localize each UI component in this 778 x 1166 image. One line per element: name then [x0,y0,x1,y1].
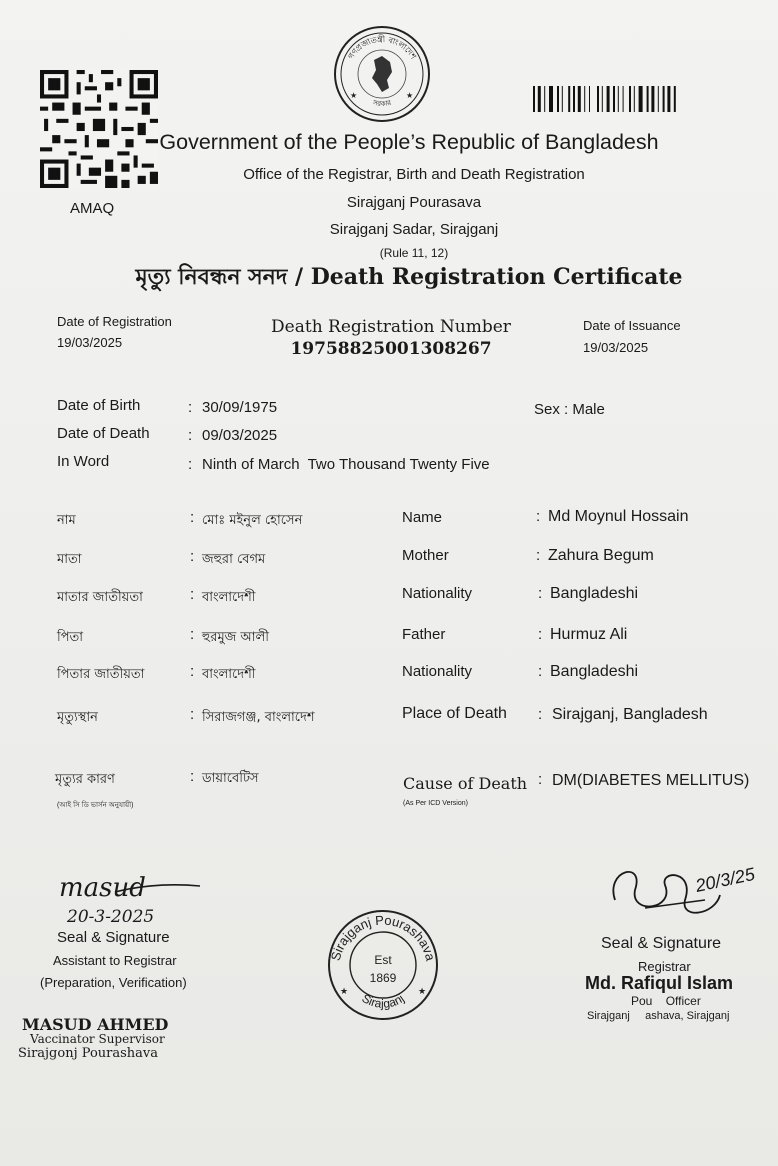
colon: : [190,768,195,785]
colon: : [538,771,543,788]
father-nationality-label: Nationality [402,663,473,680]
death-date-value: 09/03/2025 [202,427,278,444]
place-of-death-label: Place of Death [402,705,507,722]
barcode-bar [568,86,570,112]
in-word-value: Ninth of March Two Thousand Twenty Five [202,456,490,473]
cause-of-death-value: DM(DIABETES MELLITUS) [552,772,750,789]
sex-value: Sex : Male [534,401,605,418]
barcode-bar [651,86,654,112]
colon: : [536,508,541,525]
svg-text:★: ★ [340,986,349,996]
svg-text:Sirajganj [359,991,406,1011]
government-heading: Government of the People’s Republic of Bangladesh [159,130,659,154]
registrar-role: Registrar [638,959,691,974]
signature-name: masud [59,873,146,903]
barcode-bar [607,86,610,112]
barcode-bar [623,86,624,112]
barcode-bar [597,86,599,112]
svg-text:সরকার [371,98,392,108]
colon: : [190,706,195,723]
bn-name-label: নাম [57,513,76,528]
barcode-bar [639,86,643,112]
colon: : [190,626,195,643]
assistant-role: Assistant to Registrar [53,953,177,968]
barcode-bar [589,86,590,112]
bn-father-value: হুরমুজ আলী [202,630,270,645]
mother-value: Zahura Begum [548,547,654,564]
birth-date-label: Date of Birth [57,397,141,414]
barcode-bar [674,86,676,112]
bn-father-label: পিতা [57,630,84,645]
pourasava-line: Sirajganj Pourasava [346,194,482,211]
name-value: Md Moynul Hossain [548,508,689,525]
mother-nationality-label: Nationality [402,585,473,602]
government-seal-icon [332,24,432,124]
registrar-name: Md. Rafiqul Islam [585,973,734,993]
assistant-role-note: (Preparation, Verification) [40,975,187,990]
signature-date: 20-3-2025 [67,907,155,927]
barcode-bar [578,86,581,112]
cause-of-death-label: Cause of Death [403,774,528,793]
barcode-bar [647,86,649,112]
rule-line: (Rule 11, 12) [379,246,449,260]
cause-note: (As Per ICD Version) [403,800,468,807]
bn-mother-label: মাতা [57,552,82,567]
father-value: Hurmuz Ali [550,626,628,643]
stamp-title: Vaccinator Supervisor [30,1032,165,1046]
barcode-bar [663,86,665,112]
barcode-bar [634,86,635,112]
seal-top-text: গণপ্রজাতন্ত্রী বাংলাদেশ [346,34,418,61]
registration-number-label: Death Registration Number [271,317,511,337]
colon: : [538,626,543,643]
barcode-bar [618,86,619,112]
colon: : [188,427,193,444]
bn-cause-note: (আই সি ডি ভার্সন অনুযায়ী) [57,802,134,809]
barcode-bar [602,86,603,112]
right-signature-icon [605,860,765,930]
bn-place-value: সিরাজগঞ্জ, বাংলাদেশ [202,710,315,725]
stamp-name: MASUD AHMED [22,1015,169,1034]
bn-cause-value: ডায়াবেটিস [202,771,259,786]
colon: : [188,456,193,473]
father-nationality-value: Bangladeshi [550,663,639,680]
barcode-bar [573,86,575,112]
pourashava-stamp-icon [326,908,440,1022]
bn-place-label: মৃত্যুস্থান [57,710,98,725]
barcode-bar [549,86,553,112]
stamp-bottom-text: Sirajganj [359,991,407,1011]
barcode-bar [658,86,659,112]
bn-mother-value: জহুরা বেগম [202,552,266,567]
barcode-bar [544,86,545,112]
registrar-title: Pou Officer [631,994,701,1008]
birth-date-value: 30/09/1975 [202,399,278,416]
stamp-office: Sirajgonj Pourashava [18,1046,159,1061]
mother-label: Mother [402,547,449,564]
name-label: Name [402,509,443,526]
registration-number-value: 19758825001308267 [290,339,492,359]
colon: : [190,548,195,565]
bn-mother-nationality-label: মাতার জাতীয়তা [57,590,143,605]
colon: : [190,663,195,680]
barcode-bar [557,86,559,112]
office-line: Office of the Registrar, Birth and Death Registration [243,166,585,183]
death-date-label: Date of Death [57,425,150,442]
father-label: Father [402,626,446,643]
right-signature-date: 20/3/25 [693,863,757,896]
barcode-bar [613,86,615,112]
registration-date-value: 19/03/2025 [57,335,123,350]
registration-date-label: Date of Registration [57,314,172,329]
stamp-year: 1869 [369,971,397,985]
bn-name-value: মোঃ মইনুল হোসেন [202,513,303,528]
mother-nationality-value: Bangladeshi [550,585,639,602]
stamp-ring-text: Sirajganj Pourashava [327,912,439,963]
svg-text:★: ★ [406,91,414,100]
seal-bottom-text: সরকার [371,98,393,109]
colon: : [188,399,193,416]
colon: : [538,663,543,680]
barcode-bar [538,86,541,112]
left-seal-label: Seal & Signature [57,929,170,946]
bn-cause-label: মৃত্যুর কারণ [55,772,115,787]
colon: : [190,586,195,603]
bn-father-nationality-label: পিতার জাতীয়তা [57,667,145,682]
colon: : [536,547,541,564]
left-signature-icon [55,868,205,930]
colon: : [190,509,195,526]
barcode-bar [533,86,535,112]
barcode-bar [667,86,670,112]
svg-text:★: ★ [418,986,427,996]
qr-caption: AMAQ [70,200,115,217]
barcode-icon [533,86,741,112]
certificate-title: মৃত্যু নিবন্ধন সনদ / Death Registration Certificate [135,264,683,290]
stamp-est: Est [374,953,392,967]
colon: : [538,585,543,602]
in-word-label: In Word [57,453,110,470]
registrar-office: Sirajganj ashava, Sirajganj [587,1010,730,1022]
bn-mother-nationality-value: বাংলাদেশী [202,590,256,605]
right-seal-label: Seal & Signature [601,935,722,952]
colon: : [538,706,543,723]
location-line: Sirajganj Sadar, Sirajganj [329,221,499,238]
barcode-bar [584,86,585,112]
barcode-bar [562,86,563,112]
issuance-date-label: Date of Issuance [583,318,681,333]
place-of-death-value: Sirajganj, Bangladesh [552,706,708,723]
issuance-date-value: 19/03/2025 [583,340,649,355]
svg-text:★: ★ [350,91,358,100]
barcode-bar [629,86,631,112]
bn-father-nationality-value: বাংলাদেশী [202,667,256,682]
